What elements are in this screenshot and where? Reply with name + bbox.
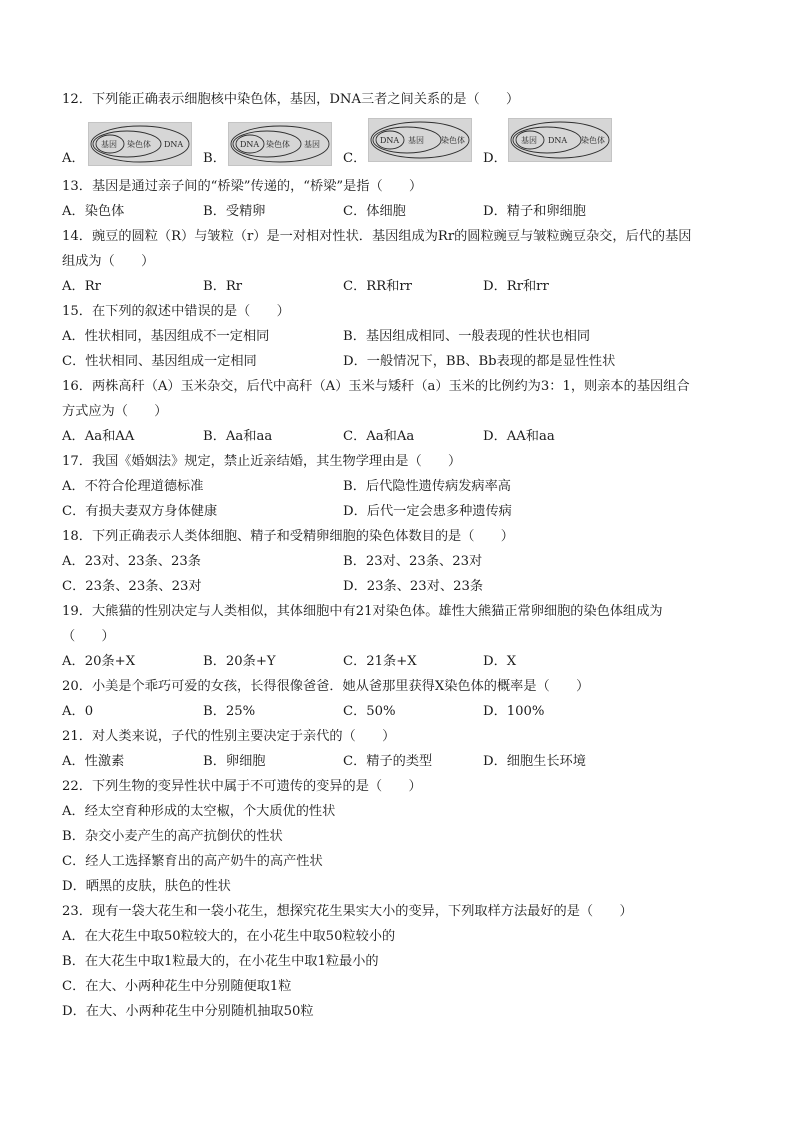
fig-b-inner-label: DNA	[240, 140, 260, 149]
q13-option-d: D．精子和卵细胞	[483, 204, 586, 219]
q14-option-c: C．RR和rr	[343, 279, 412, 294]
q16-option-b: B．Aa和aa	[203, 429, 273, 444]
q13-option-b: B．受精卵	[203, 204, 266, 219]
q16-option-d: D．AA和aa	[483, 429, 555, 444]
question-16-stem-line2: 方式应为（ ）	[62, 404, 168, 419]
q18-option-a: A．23对、23条、23条	[62, 554, 201, 569]
q15-option-b: B．基因组成相同、一般表现的性状也相同	[343, 329, 591, 344]
fig-a-outer-label: DNA	[164, 140, 184, 149]
q20-option-d: D．100%	[483, 704, 545, 719]
q16-option-a: A．Aa和AA	[62, 429, 135, 444]
q22-option-a: A．经太空育种形成的太空椒，个大质优的性状	[62, 804, 336, 819]
q14-option-d: D．Rr和rr	[483, 279, 549, 294]
fig-d-inner-label: 基因	[521, 136, 537, 145]
q18-option-c: C．23条、23条、23对	[62, 579, 202, 594]
q21-option-b: B．卵细胞	[203, 754, 266, 769]
q18-option-d: D．23条、23对、23条	[343, 579, 484, 594]
q21-option-c: C．精子的类型	[343, 754, 433, 769]
q21-option-a: A．性激素	[62, 754, 125, 769]
q12-option-d: D．	[483, 151, 507, 166]
q23-option-c: C．在大、小两种花生中分别随便取1粒	[62, 979, 292, 994]
q12-figure-b	[228, 122, 332, 166]
q19-option-d: D．X	[483, 654, 517, 669]
q12-option-a: A．	[62, 151, 85, 166]
q23-option-d: D．在大、小两种花生中分别随机抽取50粒	[62, 1004, 314, 1019]
question-22-stem: 22．下列生物的变异性状中属于不可遗传的变异的是（ ）	[62, 779, 422, 794]
q16-option-c: C．Aa和Aa	[343, 429, 415, 444]
q15-option-a: A．性状相同，基因组成不一定相同	[62, 329, 270, 344]
question-21-stem: 21．对人类来说，子代的性别主要决定于亲代的（ ）	[62, 729, 396, 744]
question-18-stem: 18．下列正确表示人类体细胞、精子和受精卵细胞的染色体数目的是（ ）	[62, 529, 514, 544]
q20-option-a: A．0	[62, 704, 94, 719]
question-20-stem: 20．小美是个乖巧可爱的女孩，长得很像爸爸．她从爸那里获得X染色体的概率是（ ）	[62, 679, 590, 694]
question-16-stem-line1: 16．两株高秆（A）玉米杂交，后代中高秆（A）玉米与矮秆（a）玉米的比例约为3：1，则亲本的基因组合	[62, 379, 690, 394]
q17-option-c: C．有损夫妻双方身体健康	[62, 504, 218, 519]
q12-figure-d	[508, 118, 612, 162]
fig-b-middle-label: 染色体	[266, 140, 290, 149]
question-15-stem: 15．在下列的叙述中错误的是（ ）	[62, 304, 290, 319]
q19-option-c: C．21条+X	[343, 654, 417, 669]
question-19-stem-line1: 19．大熊猫的性别决定与人类相似，其体细胞中有21对染色体。雄性大熊猫正常卵细胞的染色体组成为	[62, 604, 663, 619]
fig-a-inner-label: 基因	[101, 140, 117, 149]
q23-option-b: B．在大花生中取1粒最大的，在小花生中取1粒最小的	[62, 954, 379, 969]
question-12-stem: 12．下列能正确表示细胞核中染色体，基因，DNA三者之间关系的是（ ）	[62, 92, 520, 107]
q12-figure-c	[368, 118, 472, 162]
q13-option-c: C．体细胞	[343, 204, 406, 219]
fig-d-outer-label: 染色体	[581, 136, 605, 145]
q20-option-b: B．25%	[203, 704, 256, 719]
q22-option-b: B．杂交小麦产生的高产抗倒伏的性状	[62, 829, 283, 844]
question-14-stem-line2: 组成为（ ）	[62, 254, 155, 269]
fig-d-middle-label: DNA	[548, 136, 568, 145]
fig-c-outer-label: 染色体	[441, 136, 465, 145]
q14-option-b: B．Rr	[203, 279, 243, 294]
question-23-stem: 23．现有一袋大花生和一袋小花生，想探究花生果实大小的变异，下列取样方法最好的是（ ）	[62, 904, 633, 919]
q17-option-a: A．不符合伦理道德标准	[62, 479, 204, 494]
question-13-stem: 13．基因是通过亲子间的“桥梁”传递的，“桥梁”是指（ ）	[62, 179, 423, 194]
q22-option-c: C．经人工选择繁育出的高产奶牛的高产性状	[62, 854, 323, 869]
q18-option-b: B．23对、23条、23对	[343, 554, 483, 569]
q12-option-c: C．	[343, 151, 367, 166]
q14-option-a: A．Rr	[62, 279, 101, 294]
q13-option-a: A．染色体	[62, 204, 125, 219]
q21-option-d: D．细胞生长环境	[483, 754, 586, 769]
q15-option-d: D．一般情况下，BB、Bb表现的都是显性性状	[343, 354, 616, 369]
fig-c-inner-label: DNA	[380, 136, 400, 145]
q23-option-a: A．在大花生中取50粒较大的，在小花生中取50粒较小的	[62, 929, 396, 944]
fig-c-middle-label: 基因	[408, 136, 424, 145]
fig-b-outer-label: 基因	[304, 140, 320, 149]
question-17-stem: 17．我国《婚姻法》规定，禁止近亲结婚，其生物学理由是（ ）	[62, 454, 462, 469]
q20-option-c: C．50%	[343, 704, 396, 719]
q17-option-d: D．后代一定会患多种遗传病	[343, 504, 512, 519]
q19-option-b: B．20条+Y	[203, 654, 276, 669]
q12-figure-a	[88, 122, 192, 166]
q17-option-b: B．后代隐性遗传病发病率高	[343, 479, 511, 494]
q22-option-d: D．晒黑的皮肤，肤色的性状	[62, 879, 231, 894]
q12-option-b: B．	[203, 151, 226, 166]
question-19-stem-line2: （ ）	[62, 629, 115, 644]
fig-a-middle-label: 染色体	[127, 140, 151, 149]
question-14-stem-line1: 14．豌豆的圆粒（R）与皱粒（r）是一对相对性状．基因组成为Rr的圆粒豌豆与皱粒豌豆杂交，后代的基因	[62, 229, 692, 244]
q19-option-a: A．20条+X	[62, 654, 136, 669]
q15-option-c: C．性状相同、基因组成一定相同	[62, 354, 257, 369]
